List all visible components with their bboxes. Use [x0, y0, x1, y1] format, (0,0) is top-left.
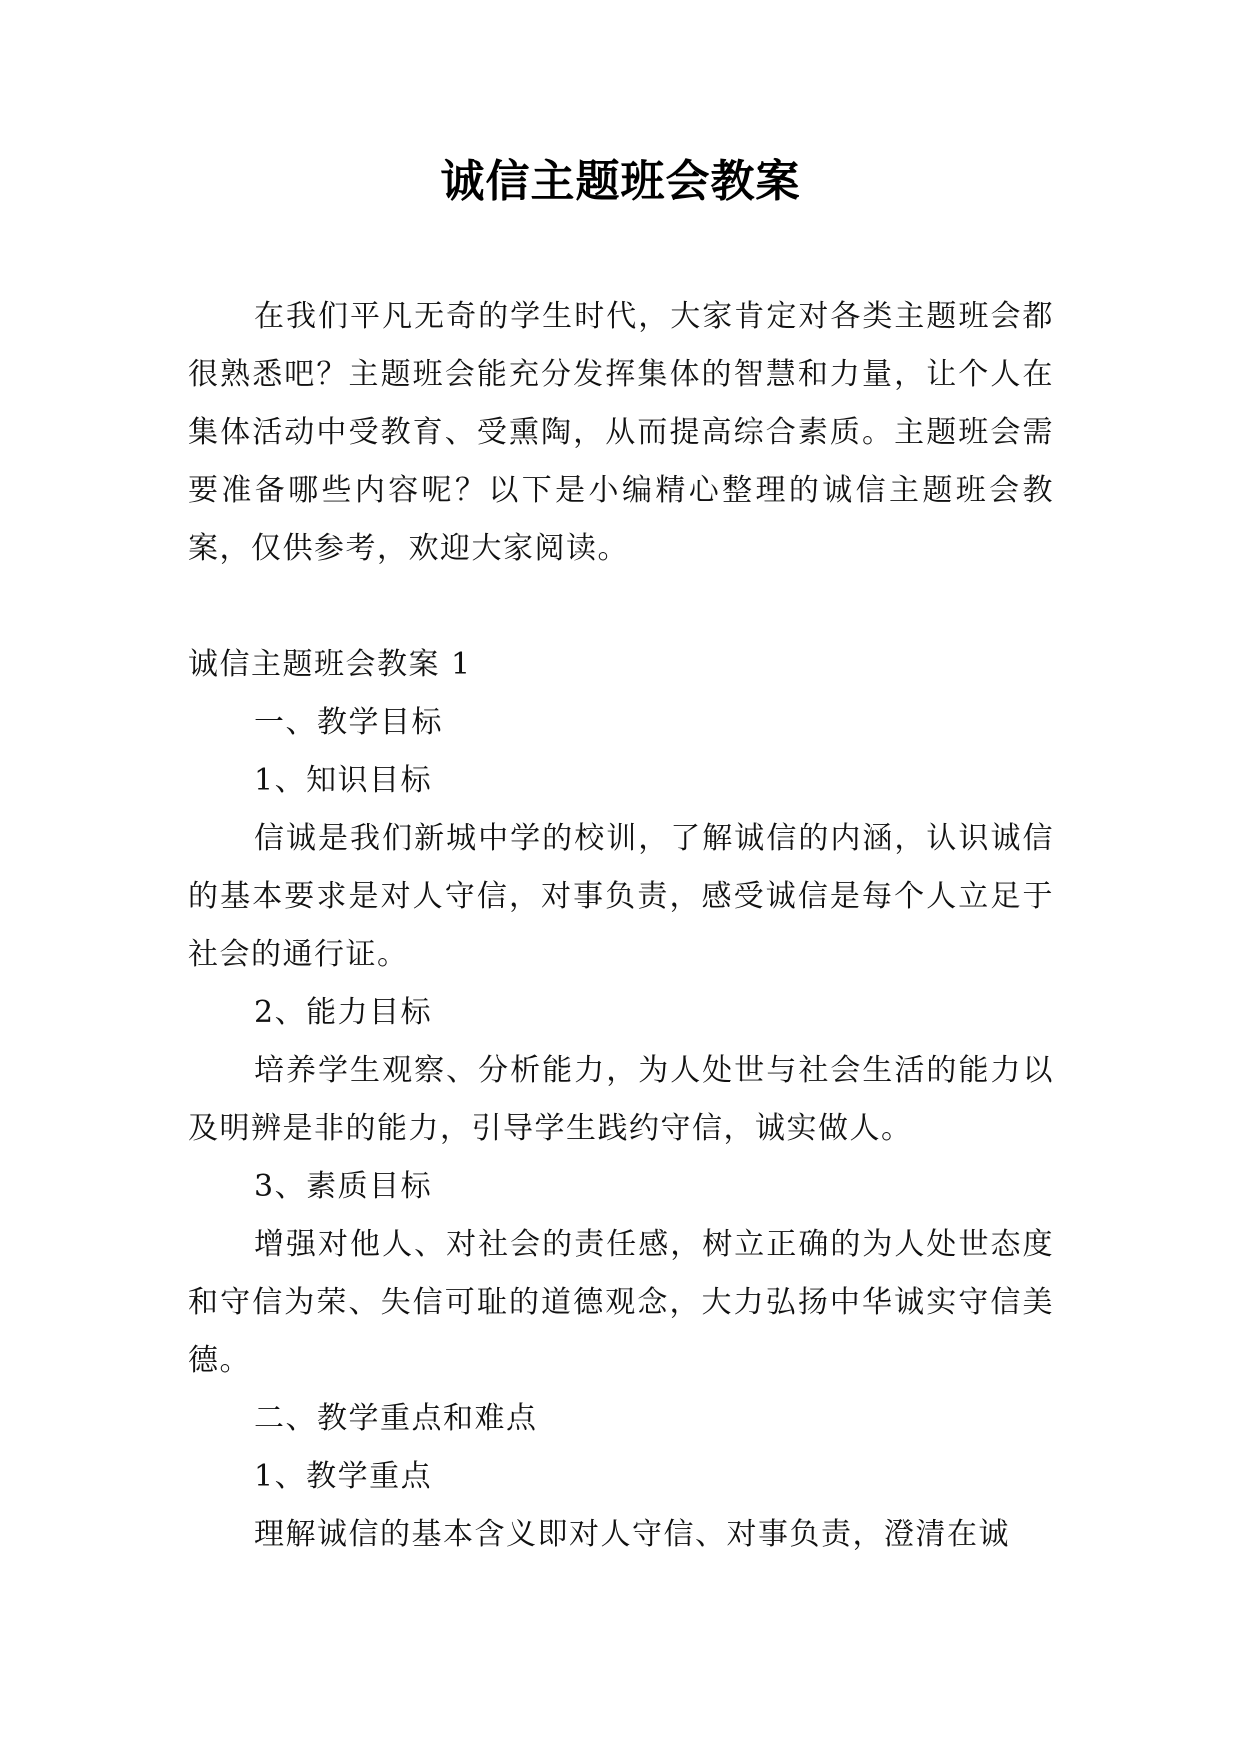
subheading-ability-objective: 2、能力目标: [254, 995, 433, 1030]
section-title: 诚信主题班会教案 1: [188, 647, 472, 682]
heading-teaching-objectives: 一、教学目标: [254, 705, 443, 740]
paragraph-quality-objective: 增强对他人、对社会的责任感，树立正确的为人处世态度和守信为荣、失信可耻的道德观念，大力弘扬中华诚实守信美德。: [188, 1227, 1054, 1378]
paragraph-teaching-key-points: 理解诚信的基本含义即对人守信、对事负责，澄清在诚: [254, 1517, 1010, 1552]
page-title: 诚信主题班会教案: [440, 156, 801, 207]
subheading-quality-objective: 3、素质目标: [254, 1169, 433, 1204]
document-body: [188, 288, 1054, 1564]
paragraph-knowledge-objective: 信诚是我们新城中学的校训，了解诚信的内涵，认识诚信的基本要求是对人守信，对事负责，感受诚信是每个人立足于社会的通行证。: [188, 821, 1054, 972]
subheading-knowledge-objective: 1、知识目标: [254, 763, 433, 798]
intro-paragraph: 在我们平凡无奇的学生时代，大家肯定对各类主题班会都很熟悉吧？主题班会能充分发挥集体的智慧和力量，让个人在集体活动中受教育、受熏陶，从而提高综合素质。主题班会需要准备哪些内容呢？以下是小编精心整理的诚信主题班会教案，仅供参考，欢迎大家阅读。: [188, 299, 1054, 566]
heading-key-points-difficulties: 二、教学重点和难点: [254, 1401, 538, 1436]
paragraph-ability-objective: 培养学生观察、分析能力，为人处世与社会生活的能力以及明辨是非的能力，引导学生践约守信，诚实做人。: [188, 1053, 1054, 1146]
subheading-teaching-key-points: 1、教学重点: [254, 1459, 433, 1494]
